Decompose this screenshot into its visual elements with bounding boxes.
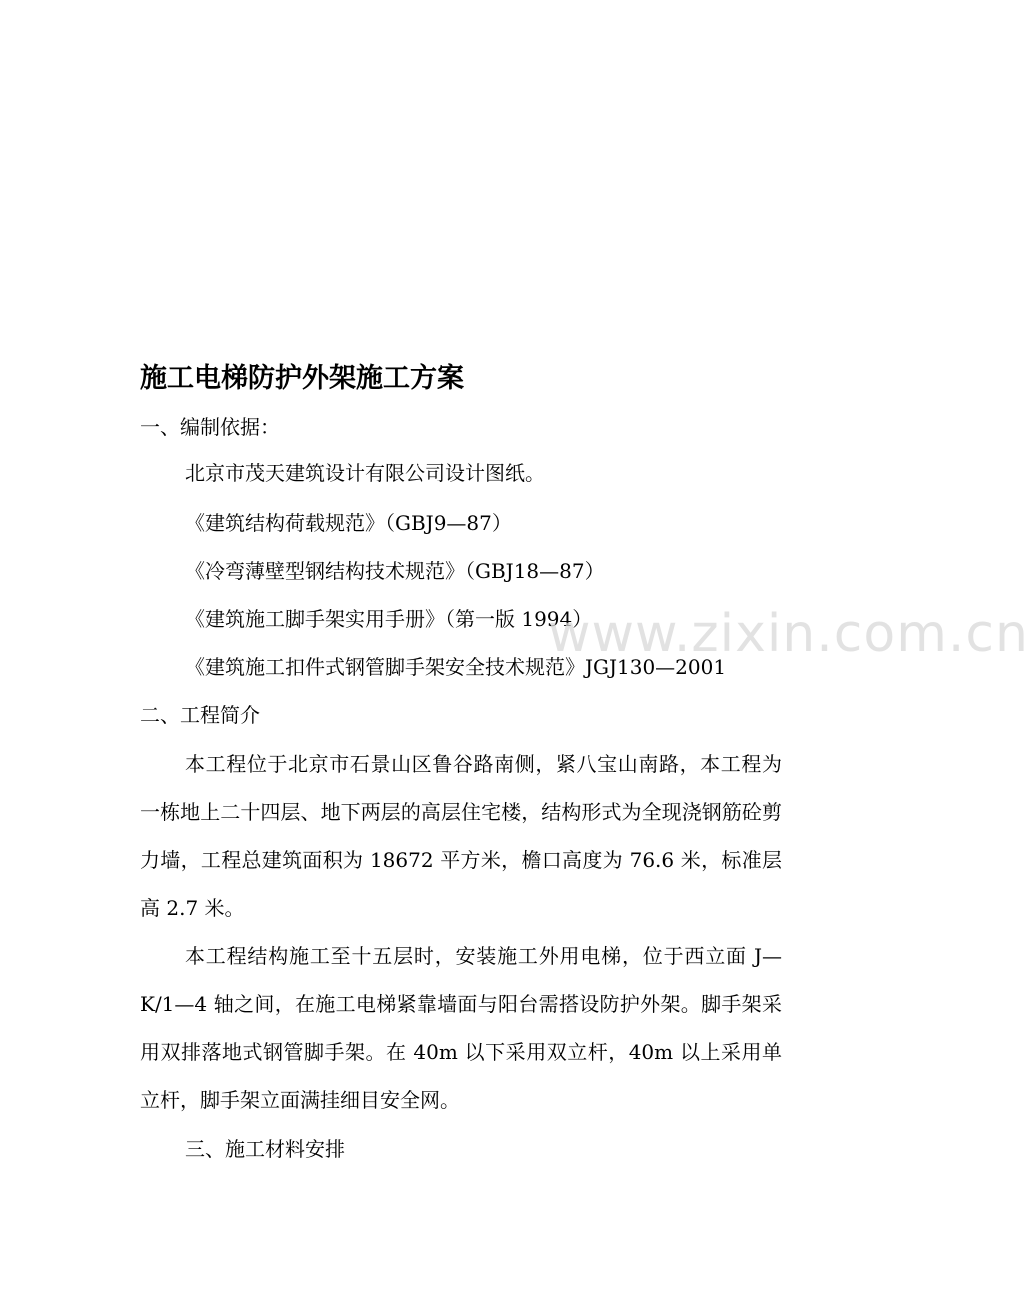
basis-item-load-code: 《建筑结构荷载规范》（GBJ9—87）	[185, 511, 512, 535]
basis-item-steel-code: 《冷弯薄壁型钢结构技术规范》（GBJ18—87）	[185, 559, 605, 583]
basis-item-scaffold-manual: 《建筑施工脚手架实用手册》（第一版 1994）	[185, 607, 593, 631]
overview-paragraph-location: 本工程位于北京市石景山区鲁谷路南侧，紧八宝山南路，本工程为一栋地上二十四层、地下两层的高层住宅楼，结构形式为全现浇钢筋砼剪力墙，工程总建筑面积为 18672 平方米，檐口高度为 76.6 米，标准层高 2.7 米。	[140, 752, 782, 920]
section-heading-materials: 三、施工材料安排	[185, 1137, 345, 1161]
overview-paragraph-elevator: 本工程结构施工至十五层时，安装施工外用电梯，位于西立面 J—K/1—4 轴之间，在施工电梯紧靠墙面与阳台需搭设防护外架。脚手架采用双排落地式钢管脚手架。在 40m 以下采用双立杆，40m 以上采用单立杆，脚手架立面满挂细目安全网。	[140, 944, 782, 1112]
section-heading-basis: 一、编制依据：	[140, 415, 280, 439]
section-heading-overview: 二、工程简介	[140, 703, 260, 727]
basis-item-drawings: 北京市茂天建筑设计有限公司设计图纸。	[185, 461, 545, 485]
basis-item-scaffold-safety-code: 《建筑施工扣件式钢管脚手架安全技术规范》JGJ130—2001	[185, 655, 727, 679]
document-title: 施工电梯防护外架施工方案	[140, 363, 464, 394]
watermark-text: www.zixin.com.cn	[548, 604, 1029, 664]
